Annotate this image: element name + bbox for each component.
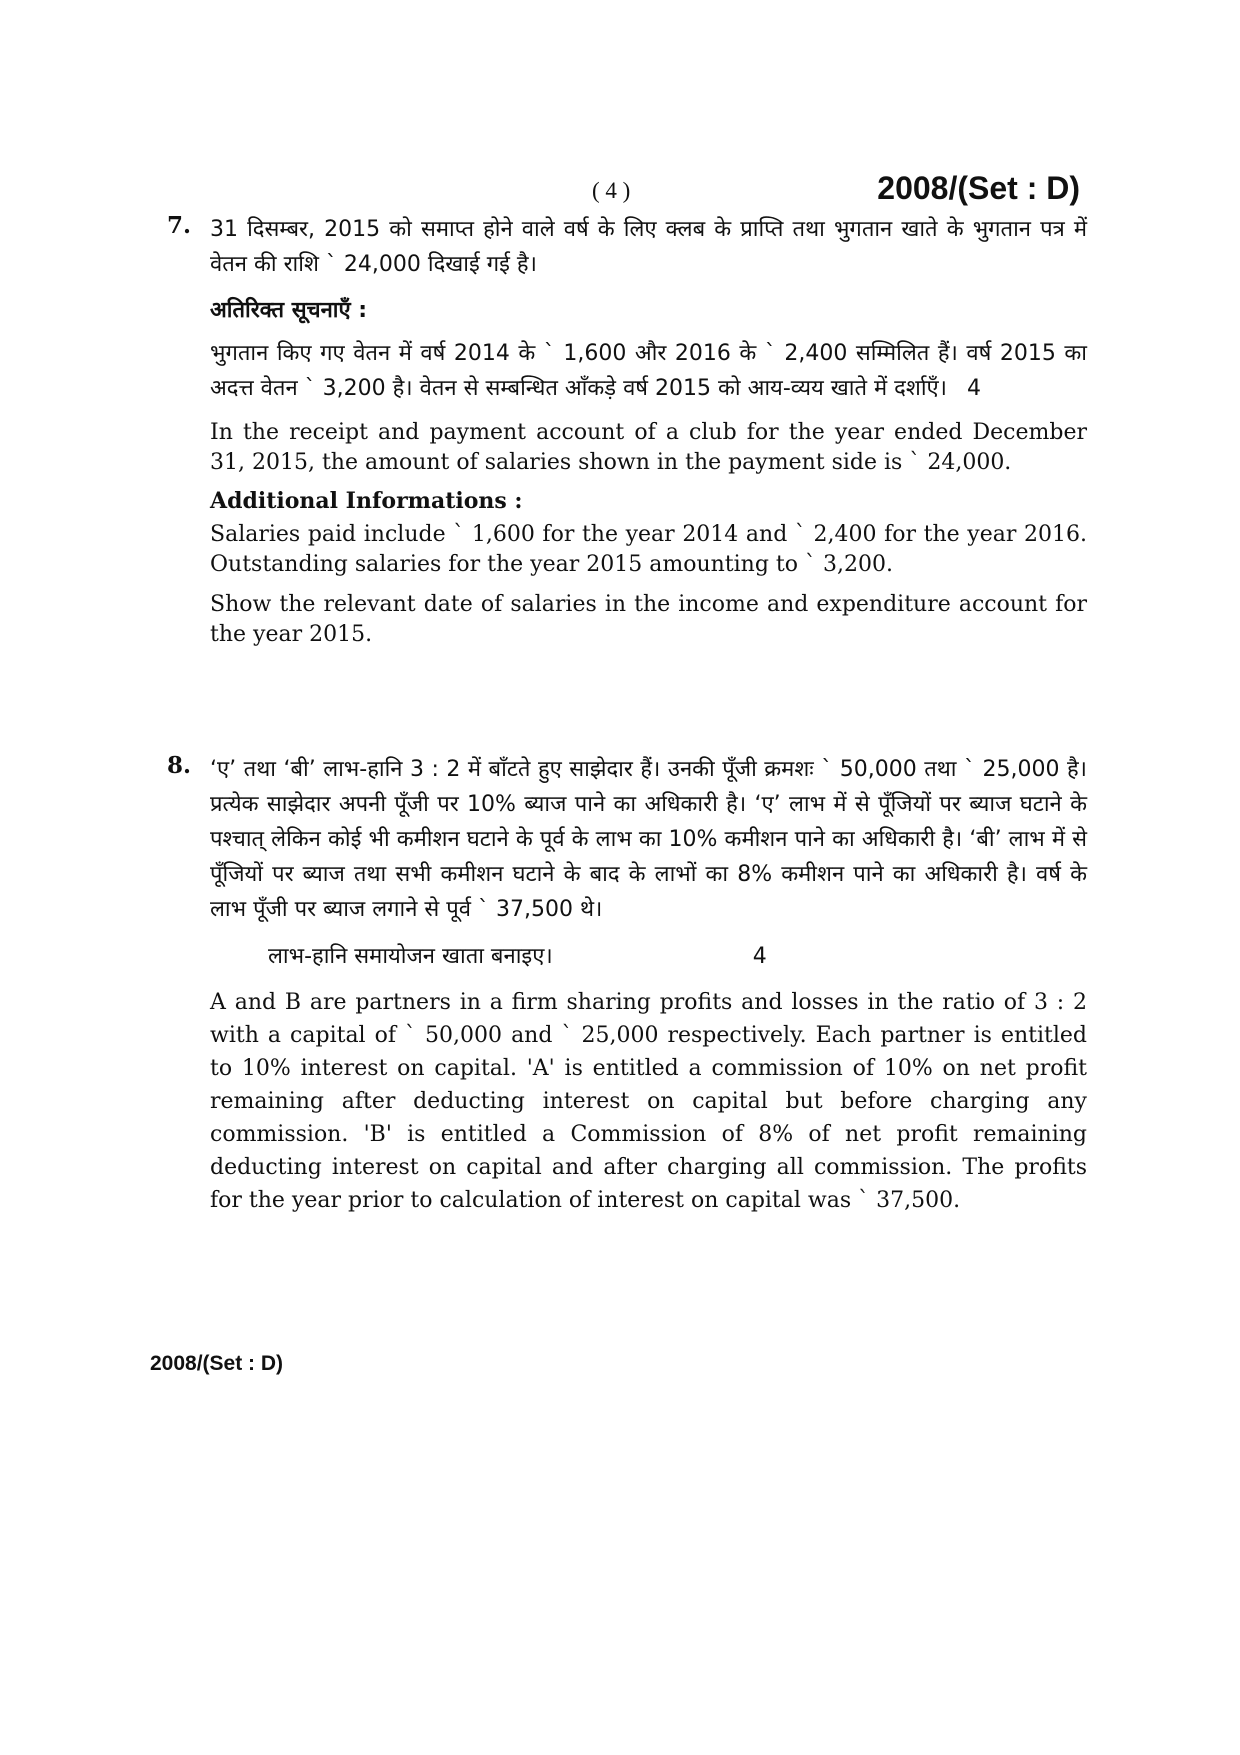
english-paragraph: Show the relevant date of salaries in the income and expenditure account for the year 2015. [210, 592, 1087, 647]
hindi-text: लाभ-हानि समायोजन खाता बनाइए। [268, 944, 553, 969]
hindi-paragraph: 31 दिसम्बर, 2015 को समाप्त होने वाले वर्ष के लिए क्लब के प्राप्ति तथा भुगतान खाते के भुगतान पत्र में वेतन की राशि ` 24,000 दिखाई गई है। [210, 217, 1087, 277]
hindi-paragraph [210, 336, 1087, 406]
english-heading: Additional Informations : [210, 488, 523, 514]
hindi-instruction [210, 939, 1087, 974]
question-7 [167, 212, 1087, 660]
question-number: 8. [167, 752, 192, 779]
question-8 [167, 752, 1087, 1227]
question-number: 7. [167, 212, 192, 239]
marks: 4 [967, 376, 982, 401]
hindi-paragraph: ‘ए’ तथा ‘बी’ लाभ-हानि 3 : 2 में बाँटते हुए साझेदार हैं। उनकी पूँजी क्रमशः ` 50,000 तथा ` 25,000 है। प्रत्येक साझेदार अपनी पूँजी पर 10% ब्याज पाने का अधिकारी है। ‘ए’ लाभ में से पूँजियों पर ब्याज घटाने के पश्चात् लेकिन कोई भी कमीशन घटाने के पूर्व के लाभ का 10% कमीशन पाने का अधिकारी है। ‘बी’ लाभ में से पूँजियों पर ब्याज तथा सभी कमीशन घटाने के बाद के लाभों का 8% कमीशन पाने का अधिकारी है। वर्ष के लाभ पूँजी पर ब्याज लगाने से पूर्व ` 37,500 थे। [210, 757, 1087, 922]
question-body [210, 752, 1087, 1217]
marks: 4 [752, 944, 767, 969]
question-body [210, 212, 1087, 650]
paper-code-footer: 2008/(Set : D) [150, 1352, 284, 1375]
paper-code-header: 2008/(Set : D) [877, 170, 1080, 206]
english-paragraph: In the receipt and payment account of a club for the year ended December 31, 2015, the amount of salaries shown in the payment side is ` 24,000. [210, 420, 1087, 475]
page-number: ( 4 ) [592, 178, 631, 203]
hindi-text: भुगतान किए गए वेतन में वर्ष 2014 के ` 1,600 और 2016 के ` 2,400 सम्मिलित हैं। वर्ष 2015 का अदत्त वेतन ` 3,200 है। वेतन से सम्बन्धित आँकड़े वर्ष 2015 को आय-व्यय खाते में दर्शाएँ। [210, 341, 1087, 401]
english-paragraph: Salaries paid include ` 1,600 for the year 2014 and ` 2,400 for the year 2016. Outstanding salaries for the year 2015 amounting to ` 3,200. [210, 522, 1087, 577]
hindi-heading: अतिरिक्त सूचनाएँ : [210, 298, 368, 323]
english-paragraph: A and B are partners in a firm sharing profits and losses in the ratio of 3 : 2 with a capital of ` 50,000 and ` 25,000 respectively. Each partner is entitled to 10% interest on capital. 'A' is entitled a commission of 10% on net profit remaining after deducting interest on capital but before charging any commission. 'B' is entitled a Commission of 8% of net profit remaining deducting interest on capital and after charging all commission. The profits for the year prior to calculation of interest on capital was ` 37,500. [210, 990, 1087, 1213]
